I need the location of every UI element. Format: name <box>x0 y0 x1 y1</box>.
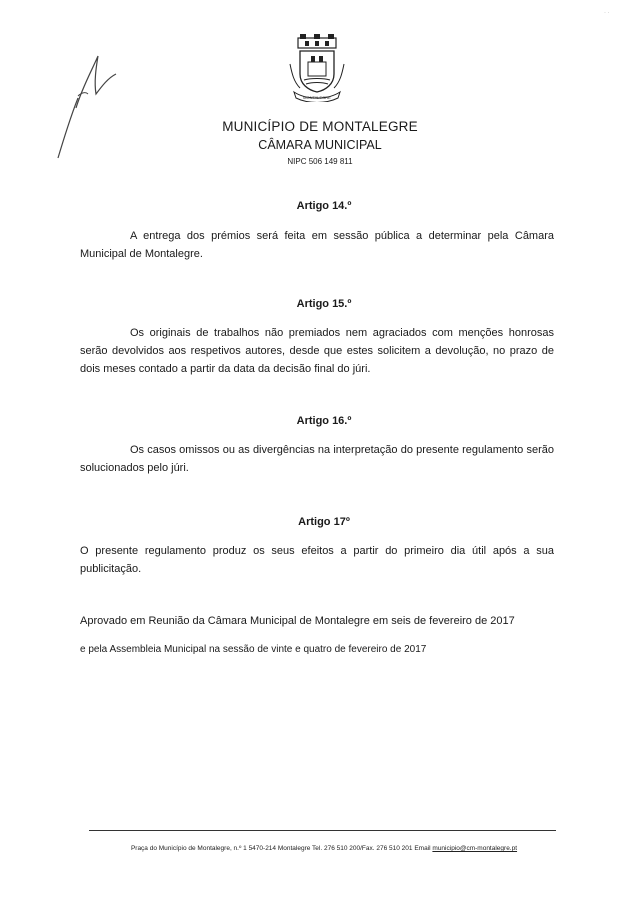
municipal-crest-logo <box>286 34 348 102</box>
article-body: O presente regulamento produz os seus efeitos a partir do primeiro dia útil após a sua publicitação. <box>80 545 554 575</box>
crest-banner-text: MONTALEGRE <box>303 95 331 100</box>
footer-divider <box>89 830 556 831</box>
approval-line-assembly: e pela Assembleia Municipal na sessão de vinte e quatro de fevereiro de 2017 <box>80 644 427 655</box>
article-title: Artigo 14.º <box>296 200 352 212</box>
footer-email-link[interactable]: municipio@cm-montalegre.pt <box>432 845 518 852</box>
council-subtitle: CÂMARA MUNICIPAL <box>258 138 382 152</box>
article-body: A entrega dos prémios será feita em sessão pública a determinar pela Câmara Municipal de Montalegre. <box>80 230 554 260</box>
article-title: Artigo 17º <box>298 516 350 528</box>
scan-mark: · · <box>604 10 610 16</box>
footer-address: Praça do Município de Montalegre, n.º 1 5470-214 Montalegre Tel. 276 510 200/Fax. 276 510 201 <box>130 845 415 852</box>
article-body: Os casos omissos ou as divergências na interpretação do presente regulamento serão solucionados pelo júri. <box>80 444 554 474</box>
article-title: Artigo 15.º <box>296 298 352 310</box>
municipality-title: MUNICÍPIO DE MONTALEGRE <box>222 119 418 134</box>
article-title: Artigo 16.º <box>296 415 352 427</box>
nipc-number: NIPC 506 149 811 <box>287 157 353 166</box>
footer-email-label: Email <box>414 845 433 852</box>
approval-line-council: Aprovado em Reunião da Câmara Municipal de Montalegre em seis de fevereiro de 2017 <box>80 615 515 627</box>
footer-contact <box>0 845 640 852</box>
article-body: Os originais de trabalhos não premiados nem agraciados com menções honrosas serão devolvidos aos respetivos autores, desde que estes solicitem a devolução, no prazo de dois meses contado a partir da data da decisão final do júri. <box>80 327 554 375</box>
